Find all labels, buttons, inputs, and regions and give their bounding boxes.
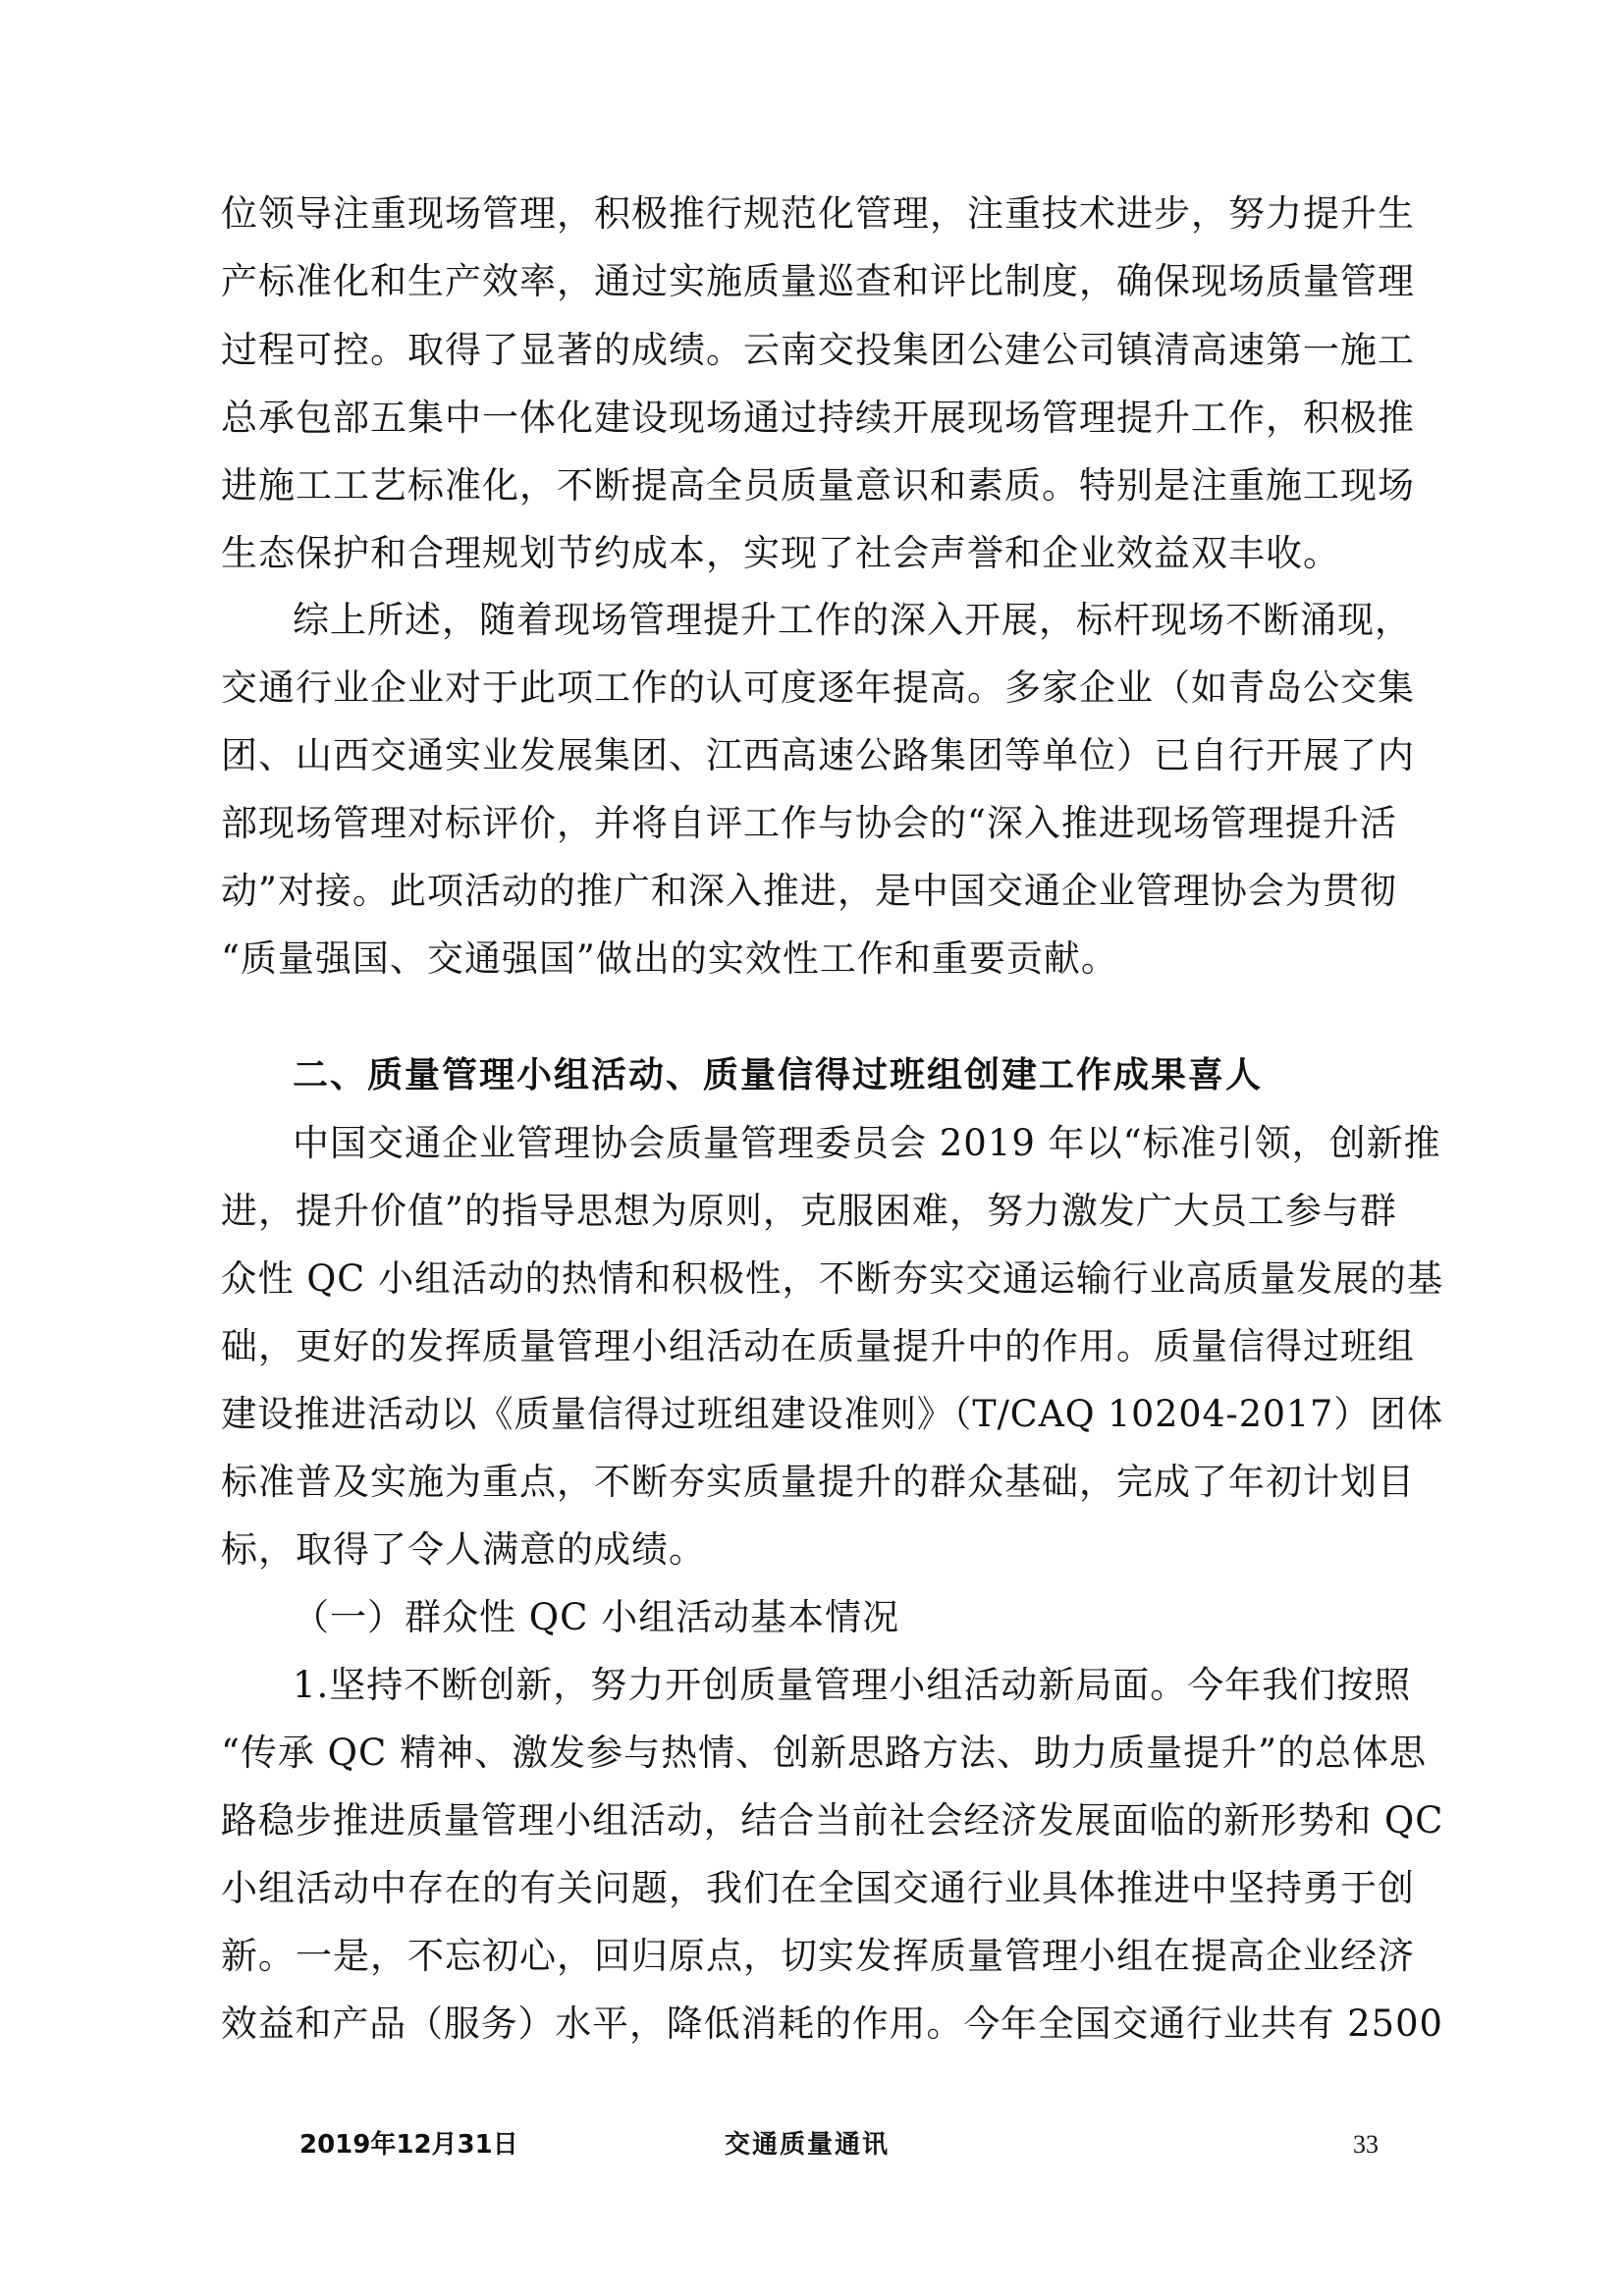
paragraph-line: 标准普及实施为重点，不断夯实质量提升的群众基础，完成了年初计划目	[221, 1461, 1415, 1503]
paragraph-line: “传承 QC 精神、激发参与热情、创新思路方法、助力质量提升”的总体思	[221, 1732, 1427, 1774]
paragraph-line: 标，取得了令人满意的成绩。	[221, 1528, 706, 1571]
paragraph-line: 建设推进活动以《质量信得过班组建设准则》（T/CAQ 10204-2017）团体	[221, 1393, 1444, 1435]
paragraph-line: 效益和产品（服务）水平，降低消耗的作用。今年全国交通行业共有 2500	[221, 2002, 1443, 2045]
footer-page-number: 33	[1353, 2130, 1379, 2159]
paragraph-line: 础，更好的发挥质量管理小组活动在质量提升中的作用。质量信得过班组	[221, 1325, 1415, 1367]
paragraph-line: 交通行业企业对于此项工作的认可度逐年提高。多家企业（如青岛公交集	[221, 667, 1415, 709]
paragraph-line: 过程可控。取得了显著的成绩。云南交投集团公建公司镇清高速第一施工	[221, 329, 1415, 371]
paragraph-line: 众性 QC 小组活动的热情和积极性，不断夯实交通运输行业高质量发展的基	[221, 1257, 1444, 1300]
paragraph-line: 总承包部五集中一体化建设现场通过持续开展现场管理提升工作，积极推	[221, 397, 1415, 439]
paragraph-line: 进，提升价值”的指导思想为原则，克服困难，努力激发广大员工参与群	[221, 1190, 1397, 1232]
paragraph-line: 小组活动中存在的有关问题，我们在全国交通行业具体推进中坚持勇于创	[221, 1867, 1415, 1909]
paragraph-line: 位领导注重现场管理，积极推行规范化管理，注重技术进步，努力提升生	[221, 192, 1415, 235]
paragraph-line: 动”对接。此项活动的推广和深入推进，是中国交通企业管理协会为贯彻	[221, 870, 1397, 912]
paragraph-line: 综上所述，随着现场管理提升工作的深入开展，标杆现场不断涌现，	[293, 599, 1412, 641]
section-heading: 二、质量管理小组活动、质量信得过班组创建工作成果喜人	[293, 1055, 1264, 1095]
paragraph-line: 新。一是，不忘初心，回归原点，切实发挥质量管理小组在提高企业经济	[221, 1935, 1415, 1977]
paragraph-line: 产标准化和生产效率，通过实施质量巡查和评比制度，确保现场质量管理	[221, 260, 1415, 302]
paragraph-line: 进施工工艺标准化，不断提高全员质量意识和素质。特别是注重施工现场	[221, 464, 1415, 507]
paragraph-line: “质量强国、交通强国”做出的实效性工作和重要贡献。	[221, 937, 1118, 980]
paragraph-line: 中国交通企业管理协会质量管理委员会 2019 年以“标准引领，创新推	[293, 1122, 1441, 1164]
footer-date: 2019年12月31日	[299, 2130, 518, 2160]
paragraph-line: 1.坚持不断创新，努力开创质量管理小组活动新局面。今年我们按照	[293, 1664, 1412, 1706]
paragraph-line: 生态保护和合理规划节约成本，实现了社会声誉和企业效益双丰收。	[221, 532, 1340, 574]
paragraph-line: 团、山西交通实业发展集团、江西高速公路集团等单位）已自行开展了内	[221, 734, 1415, 776]
paragraph-line: 部现场管理对标评价，并将自评工作与协会的“深入推进现场管理提升活	[221, 802, 1397, 844]
footer-publication-title: 交通质量通讯	[725, 2130, 891, 2160]
paragraph-line: 路稳步推进质量管理小组活动，结合当前社会经济发展面临的新形势和 QC	[221, 1799, 1444, 1842]
subsection-heading: （一）群众性 QC 小组活动基本情况	[293, 1596, 900, 1638]
